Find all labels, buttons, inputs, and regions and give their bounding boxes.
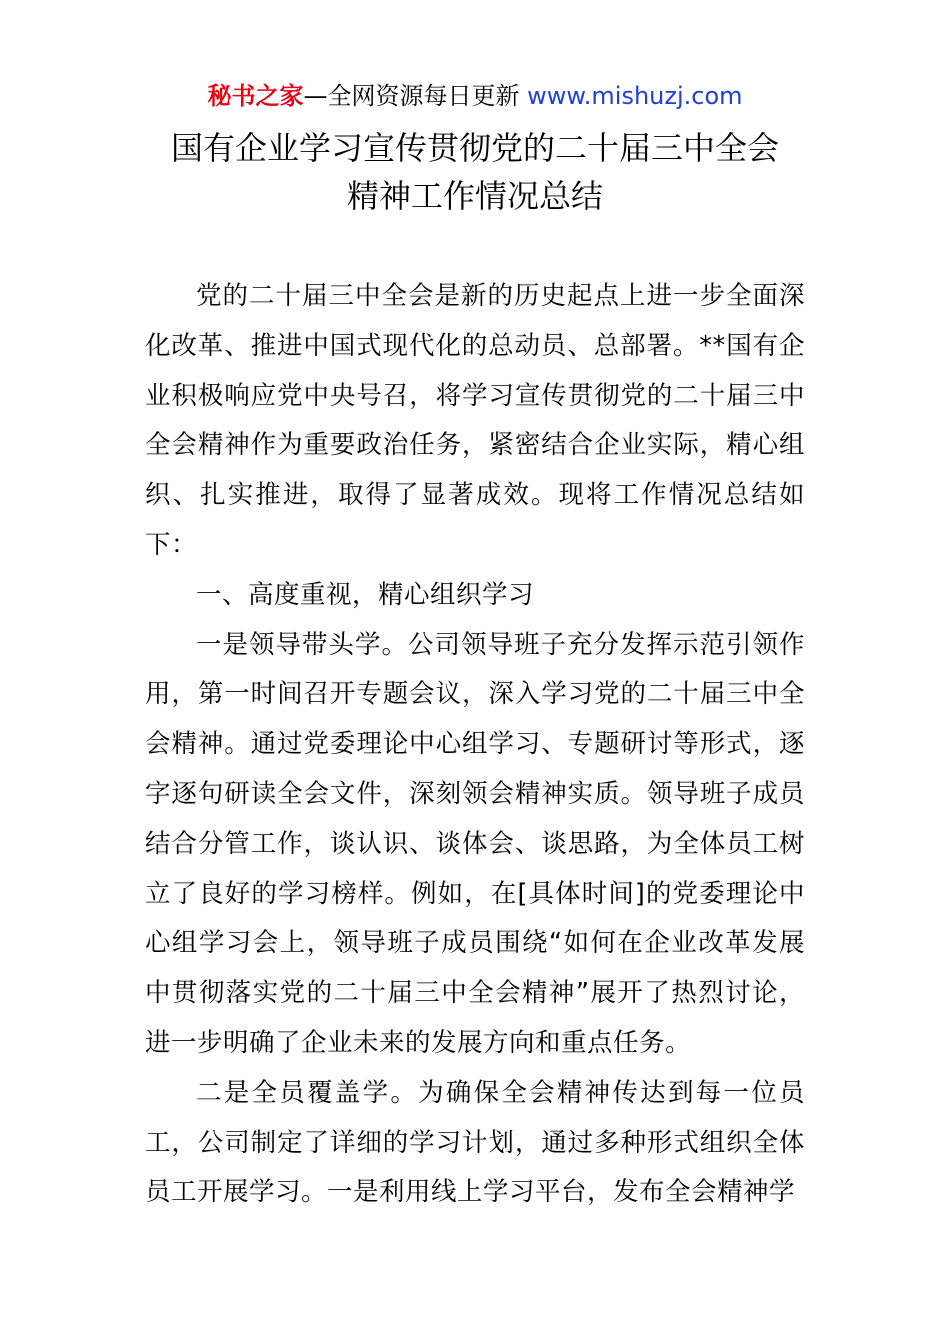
site-brand: 秘书之家 — [207, 82, 304, 110]
body-paragraph: 一是领导带头学。公司领导班子充分发挥示范引领作用，第一时间召开专题会议，深入学习党的二十届三中全会精神。通过党委理论中心组学习、专题研讨等形式，逐字逐句研读全会文件，深刻领会精神实质。领导班子成员结合分管工作，谈认识、谈体会、谈思路，为全体员工树立了良好的学习榜样。例如，在[具体时间]的党委理论中心组学习会上，领导班子成员围绕“如何在企业改革发展中贯彻落实党的二十届三中全会精神”展开了热烈讨论，进一步明确了企业未来的发展方向和重点任务。 — [145, 629, 805, 1058]
document-title-line-2: 精神工作情况总结 — [346, 177, 603, 215]
intro-paragraph: 党的二十届三中全会是新的历史起点上进一步全面深化改革、推进中国式现代化的总动员、总部署。**国有企业积极响应党中央号召，将学习宣传贯彻党的二十届三中全会精神作为重要政治任务，紧密结合企业实际，精心组织、扎实推进，取得了显著成效。现将工作情况总结如下： — [145, 281, 805, 560]
body-paragraph: 二是全员覆盖学。为确保全会精神传达到每一位员工，公司制定了详细的学习计划，通过多种形式组织全体员工开展学习。一是利用线上学习平台，发布全会精神学 — [145, 1077, 805, 1208]
site-header — [0, 80, 950, 112]
site-url-link[interactable]: www.mishuzj.com — [527, 82, 743, 110]
section-heading: 一、高度重视，精心组织学习 — [196, 579, 535, 610]
site-slogan: —全网资源每日更新 — [303, 82, 528, 110]
document-body — [145, 272, 805, 1218]
document-title-line-1: 国有企业学习宣传贯彻党的二十届三中全会 — [170, 129, 779, 167]
